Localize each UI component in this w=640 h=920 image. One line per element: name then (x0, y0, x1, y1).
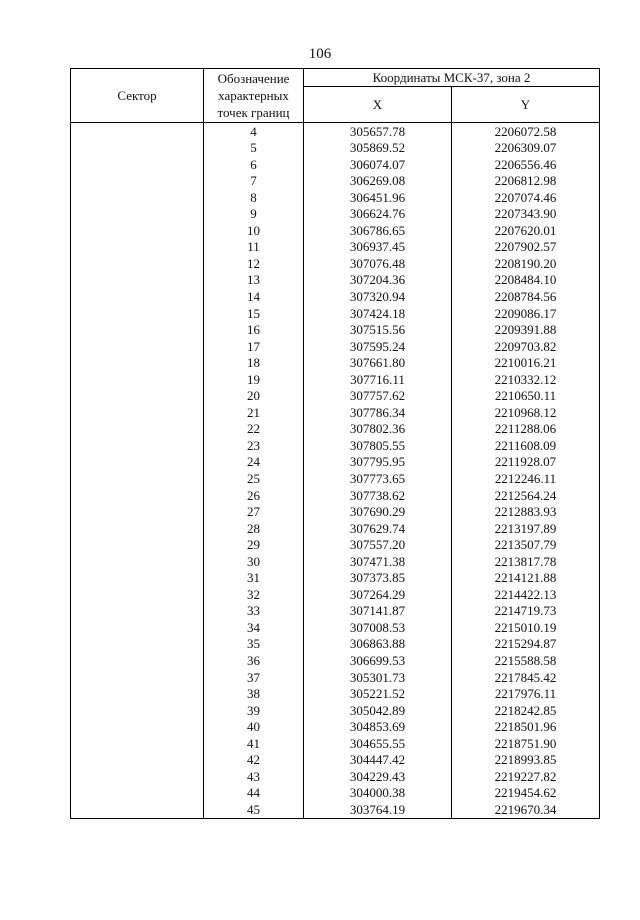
y-cell: 2212564.24 (452, 487, 600, 504)
x-cell: 306699.53 (304, 653, 452, 670)
table-row (71, 454, 600, 471)
y-cell: 2215588.58 (452, 653, 600, 670)
x-cell: 307264.29 (304, 586, 452, 603)
y-cell: 2215010.19 (452, 619, 600, 636)
sector-cell (71, 520, 204, 537)
y-cell: 2213197.89 (452, 520, 600, 537)
coordinates-table (70, 68, 600, 819)
x-cell: 306074.07 (304, 156, 452, 173)
point-cell: 9 (204, 206, 304, 223)
sector-cell (71, 702, 204, 719)
table-row (71, 702, 600, 719)
y-cell: 2210016.21 (452, 355, 600, 372)
table-row (71, 173, 600, 190)
y-cell: 2219670.34 (452, 801, 600, 818)
sector-cell (71, 388, 204, 405)
y-cell: 2213817.78 (452, 553, 600, 570)
point-cell: 33 (204, 603, 304, 620)
table-row (71, 504, 600, 521)
y-cell: 2218242.85 (452, 702, 600, 719)
point-cell: 28 (204, 520, 304, 537)
table-row (71, 388, 600, 405)
x-cell: 307773.65 (304, 470, 452, 487)
y-cell: 2210650.11 (452, 388, 600, 405)
x-cell: 307320.94 (304, 288, 452, 305)
y-cell: 2209086.17 (452, 305, 600, 322)
x-cell: 306786.65 (304, 222, 452, 239)
sector-cell (71, 222, 204, 239)
x-cell: 307795.95 (304, 454, 452, 471)
table-row (71, 719, 600, 736)
table-row (71, 785, 600, 802)
sector-cell (71, 421, 204, 438)
y-cell: 2214422.13 (452, 586, 600, 603)
table-row (71, 206, 600, 223)
x-header: X (304, 87, 452, 123)
table-row (71, 686, 600, 703)
y-cell: 2207343.90 (452, 206, 600, 223)
point-cell: 32 (204, 586, 304, 603)
y-header: Y (452, 87, 600, 123)
x-cell: 306863.88 (304, 636, 452, 653)
table-row (71, 140, 600, 157)
sector-cell (71, 123, 204, 140)
table-row (71, 437, 600, 454)
x-cell: 305301.73 (304, 669, 452, 686)
table-row (71, 470, 600, 487)
sector-cell (71, 470, 204, 487)
point-cell: 12 (204, 255, 304, 272)
sector-cell (71, 752, 204, 769)
sector-cell (71, 156, 204, 173)
point-cell: 26 (204, 487, 304, 504)
x-cell: 306624.76 (304, 206, 452, 223)
y-cell: 2217845.42 (452, 669, 600, 686)
sector-cell (71, 636, 204, 653)
table-row (71, 768, 600, 785)
x-cell: 306451.96 (304, 189, 452, 206)
sector-cell (71, 586, 204, 603)
table-row (71, 801, 600, 818)
point-cell: 41 (204, 735, 304, 752)
y-cell: 2208484.10 (452, 272, 600, 289)
x-cell: 304000.38 (304, 785, 452, 802)
y-cell: 2217976.11 (452, 686, 600, 703)
y-cell: 2209703.82 (452, 338, 600, 355)
y-cell: 2208190.20 (452, 255, 600, 272)
y-cell: 2218993.85 (452, 752, 600, 769)
y-cell: 2211928.07 (452, 454, 600, 471)
y-cell: 2213507.79 (452, 537, 600, 554)
x-cell: 305869.52 (304, 140, 452, 157)
sector-cell (71, 504, 204, 521)
y-cell: 2219227.82 (452, 768, 600, 785)
point-designation-header: Обозначение характерных точек границ (204, 69, 304, 123)
point-cell: 8 (204, 189, 304, 206)
table-row (71, 239, 600, 256)
point-cell: 42 (204, 752, 304, 769)
x-cell: 307661.80 (304, 355, 452, 372)
x-cell: 307629.74 (304, 520, 452, 537)
table-row (71, 752, 600, 769)
table-row (71, 305, 600, 322)
point-cell: 38 (204, 686, 304, 703)
x-cell: 307008.53 (304, 619, 452, 636)
point-cell: 25 (204, 470, 304, 487)
x-cell: 307141.87 (304, 603, 452, 620)
y-cell: 2218501.96 (452, 719, 600, 736)
point-cell: 36 (204, 653, 304, 670)
sector-cell (71, 371, 204, 388)
table-row (71, 520, 600, 537)
y-cell: 2210332.12 (452, 371, 600, 388)
table-row (71, 123, 600, 140)
table-row (71, 487, 600, 504)
table-row (71, 421, 600, 438)
point-cell: 14 (204, 288, 304, 305)
y-cell: 2210968.12 (452, 404, 600, 421)
y-cell: 2215294.87 (452, 636, 600, 653)
y-cell: 2218751.90 (452, 735, 600, 752)
table-row (71, 553, 600, 570)
y-cell: 2214719.73 (452, 603, 600, 620)
sector-cell (71, 686, 204, 703)
point-cell: 24 (204, 454, 304, 471)
y-cell: 2219454.62 (452, 785, 600, 802)
x-cell: 307204.36 (304, 272, 452, 289)
sector-cell (71, 735, 204, 752)
sector-cell (71, 322, 204, 339)
x-cell: 307786.34 (304, 404, 452, 421)
x-cell: 305221.52 (304, 686, 452, 703)
y-cell: 2206309.07 (452, 140, 600, 157)
x-cell: 307471.38 (304, 553, 452, 570)
sector-cell (71, 653, 204, 670)
point-cell: 34 (204, 619, 304, 636)
point-cell: 20 (204, 388, 304, 405)
point-cell: 11 (204, 239, 304, 256)
coordinates-header: Координаты МСК-37, зона 2 (304, 69, 600, 87)
table-row (71, 272, 600, 289)
sector-cell (71, 437, 204, 454)
table-row (71, 669, 600, 686)
sector-cell (71, 785, 204, 802)
sector-cell (71, 272, 204, 289)
x-cell: 303764.19 (304, 801, 452, 818)
point-cell: 15 (204, 305, 304, 322)
x-cell: 307690.29 (304, 504, 452, 521)
sector-cell (71, 719, 204, 736)
x-cell: 307802.36 (304, 421, 452, 438)
y-cell: 2207074.46 (452, 189, 600, 206)
x-cell: 307716.11 (304, 371, 452, 388)
table-row (71, 653, 600, 670)
y-cell: 2207902.57 (452, 239, 600, 256)
y-cell: 2211288.06 (452, 421, 600, 438)
point-cell: 21 (204, 404, 304, 421)
x-cell: 305042.89 (304, 702, 452, 719)
sector-cell (71, 537, 204, 554)
table-row (71, 338, 600, 355)
table-row (71, 189, 600, 206)
y-cell: 2212883.93 (452, 504, 600, 521)
point-cell: 10 (204, 222, 304, 239)
x-cell: 307557.20 (304, 537, 452, 554)
x-cell: 307373.85 (304, 570, 452, 587)
sector-cell (71, 173, 204, 190)
sector-cell (71, 239, 204, 256)
point-cell: 5 (204, 140, 304, 157)
table-row (71, 156, 600, 173)
table-row (71, 636, 600, 653)
sector-cell (71, 603, 204, 620)
table-row (71, 322, 600, 339)
y-cell: 2211608.09 (452, 437, 600, 454)
y-cell: 2206072.58 (452, 123, 600, 140)
sector-cell (71, 768, 204, 785)
table-row (71, 586, 600, 603)
sector-cell (71, 288, 204, 305)
x-cell: 304229.43 (304, 768, 452, 785)
y-cell: 2206812.98 (452, 173, 600, 190)
sector-cell (71, 255, 204, 272)
point-cell: 13 (204, 272, 304, 289)
sector-cell (71, 140, 204, 157)
sector-cell (71, 355, 204, 372)
x-cell: 306269.08 (304, 173, 452, 190)
table-row (71, 570, 600, 587)
sector-cell (71, 669, 204, 686)
sector-header: Сектор (71, 69, 204, 123)
x-cell: 307757.62 (304, 388, 452, 405)
point-cell: 43 (204, 768, 304, 785)
sector-cell (71, 619, 204, 636)
table-row (71, 371, 600, 388)
point-cell: 18 (204, 355, 304, 372)
y-cell: 2208784.56 (452, 288, 600, 305)
point-cell: 19 (204, 371, 304, 388)
sector-cell (71, 454, 204, 471)
table-row (71, 603, 600, 620)
x-cell: 307424.18 (304, 305, 452, 322)
x-cell: 305657.78 (304, 123, 452, 140)
point-cell: 4 (204, 123, 304, 140)
table-body (71, 123, 600, 819)
table-row (71, 288, 600, 305)
x-cell: 306937.45 (304, 239, 452, 256)
point-cell: 16 (204, 322, 304, 339)
point-cell: 45 (204, 801, 304, 818)
point-cell: 22 (204, 421, 304, 438)
y-cell: 2214121.88 (452, 570, 600, 587)
point-cell: 23 (204, 437, 304, 454)
x-cell: 304655.55 (304, 735, 452, 752)
table-row (71, 355, 600, 372)
point-cell: 40 (204, 719, 304, 736)
x-cell: 307595.24 (304, 338, 452, 355)
point-cell: 31 (204, 570, 304, 587)
point-cell: 35 (204, 636, 304, 653)
sector-cell (71, 553, 204, 570)
sector-cell (71, 189, 204, 206)
point-cell: 6 (204, 156, 304, 173)
x-cell: 304447.42 (304, 752, 452, 769)
sector-cell (71, 404, 204, 421)
sector-cell (71, 338, 204, 355)
table-row (71, 255, 600, 272)
point-cell: 27 (204, 504, 304, 521)
table-row (71, 735, 600, 752)
x-cell: 307738.62 (304, 487, 452, 504)
x-cell: 307515.56 (304, 322, 452, 339)
x-cell: 304853.69 (304, 719, 452, 736)
point-cell: 7 (204, 173, 304, 190)
y-cell: 2209391.88 (452, 322, 600, 339)
sector-cell (71, 801, 204, 818)
sector-cell (71, 305, 204, 322)
y-cell: 2212246.11 (452, 470, 600, 487)
x-cell: 307805.55 (304, 437, 452, 454)
x-cell: 307076.48 (304, 255, 452, 272)
point-cell: 37 (204, 669, 304, 686)
sector-cell (71, 206, 204, 223)
table-row (71, 222, 600, 239)
point-cell: 30 (204, 553, 304, 570)
sector-cell (71, 487, 204, 504)
y-cell: 2206556.46 (452, 156, 600, 173)
point-cell: 29 (204, 537, 304, 554)
table-row (71, 619, 600, 636)
table-row (71, 404, 600, 421)
table-row (71, 537, 600, 554)
page-number: 106 (308, 46, 332, 62)
point-cell: 44 (204, 785, 304, 802)
point-cell: 39 (204, 702, 304, 719)
point-cell: 17 (204, 338, 304, 355)
sector-cell (71, 570, 204, 587)
y-cell: 2207620.01 (452, 222, 600, 239)
